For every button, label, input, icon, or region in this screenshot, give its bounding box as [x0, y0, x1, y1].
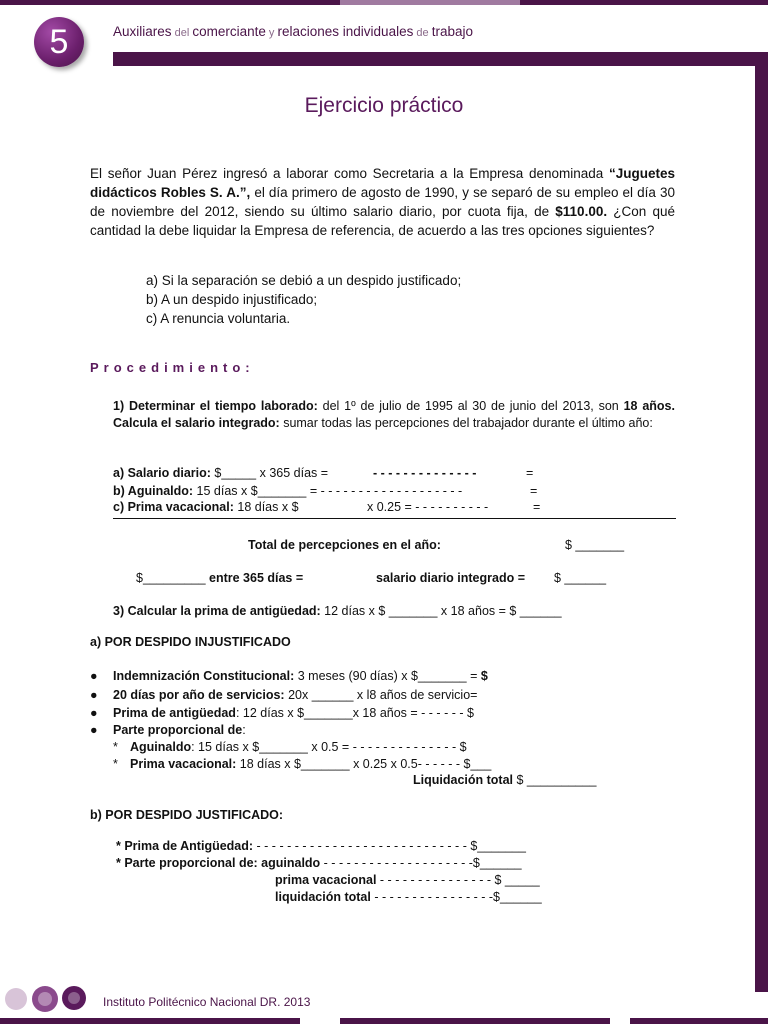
calc-c-text: 18 días x $	[233, 500, 299, 514]
integrated-mid: entre 365 días =	[205, 571, 304, 585]
section-b-heading: b) POR DESPIDO JUSTIFICADO:	[90, 808, 284, 822]
header-word: comerciante	[192, 24, 266, 39]
step-1-years: 18 años.	[623, 399, 675, 413]
calc-b-label: b) Aguinaldo:	[113, 484, 194, 498]
header-word: Auxiliares	[113, 24, 172, 39]
step-1	[113, 398, 675, 432]
row-label: prima vacacional	[275, 873, 377, 887]
subitem-label: Aguinaldo	[130, 740, 192, 754]
logo-circle	[68, 992, 80, 1004]
section-a-item: ● Parte proporcional de:	[90, 723, 246, 737]
calc-row-a	[113, 466, 328, 480]
calc-c-eq: =	[533, 500, 541, 514]
step-1-label: 1) Determinar el tiempo laborado:	[113, 399, 318, 413]
footer-bar-gap	[610, 1018, 630, 1024]
row-text: - - - - - - - - - - - - - - - -$______	[370, 890, 542, 904]
row-text: - - - - - - - - - - - - - - - - - - - -$______	[320, 856, 522, 870]
liquidation-label: Liquidación total	[413, 773, 513, 787]
subitem-text: 18 días x $_______ x 0.25 x 0.5- - - - - - $___	[236, 757, 492, 771]
footer-bar-gap	[300, 1018, 340, 1024]
intro-text: El señor Juan Pérez ingresó a laborar como Secretaria a la Empresa denominada	[90, 166, 609, 181]
footer-bar	[0, 1018, 768, 1024]
option-item: c) A renuncia voluntaria.	[146, 311, 291, 326]
option-item: a) Si la separación se debió a un despido justificado;	[146, 273, 462, 288]
section-b-row	[275, 873, 540, 887]
step-1-text2: sumar todas las percepciones del trabajador durante el último año:	[279, 416, 653, 430]
item-label: 20 días por año de servicios:	[113, 688, 285, 702]
item-text: 20x ______ x l8 años de servicio=	[284, 688, 478, 702]
integrated-label: salario diario integrado =	[376, 571, 525, 585]
step-3	[113, 604, 562, 618]
total-label: Total de percepciones en el año:	[248, 538, 441, 552]
step-1-text: del 1º de julio de 1995 al 30 de junio del 2013, son	[317, 399, 624, 413]
liquidation-total	[413, 773, 596, 787]
calc-a-eq: =	[526, 466, 534, 480]
row-text: - - - - - - - - - - - - - - - - - - - - - - - - - - - - $_______	[253, 839, 526, 853]
intro-text: el día primero de agosto de 1990, y se separó de su empleo el día 30 de noviembre del 2012, siendo su último salario diario, por cuota fija, de	[90, 185, 675, 219]
integrated-value: $ ______	[554, 571, 607, 585]
step-1-label2: Calcula el salario integrado:	[113, 416, 280, 430]
liquidation-value: $ __________	[513, 773, 597, 787]
logo-circle	[38, 992, 52, 1006]
calc-c-label: c) Prima vacacional:	[113, 500, 234, 514]
calc-b-text: 15 días x $_______ = - - - - - - - - - - - - - - - - - - -	[193, 484, 463, 498]
option-item: b) A un despido injustificado;	[146, 292, 318, 307]
options-list	[146, 271, 461, 328]
section-b-row	[275, 890, 542, 904]
calc-a-text: $_____ x 365 días =	[210, 466, 329, 480]
header-word: relaciones individuales	[277, 24, 414, 39]
header-word: del	[171, 27, 193, 39]
integrated-left: $_________	[136, 571, 206, 585]
subitem-label: Prima vacacional:	[130, 757, 237, 771]
section-a-subitem: * Prima vacacional: 18 días x $_______ x 0.25 x 0.5- - - - - - $___	[113, 757, 492, 771]
section-a-heading: a) POR DESPIDO INJUSTIFICADO	[90, 635, 291, 649]
company-name: “Juguetes didácticos Robles S. A.”,	[90, 166, 675, 200]
section-a-subitem: * Aguinaldo: 15 días x $_______ x 0.5 = - - - - - - - - - - - - - - $	[113, 740, 467, 754]
total-value: $ _______	[565, 538, 625, 552]
institution-logo	[0, 984, 100, 1014]
row-label: * Prima de Antigüedad:	[116, 839, 254, 853]
calc-a-dashes: - - - - - - - - - - - - - -	[373, 466, 477, 480]
item-label: Parte proporcional de	[113, 723, 243, 737]
intro-text: ¿Con qué cantidad la debe liquidar la Empresa de referencia, de acuerdo a las tres opciones siguientes?	[90, 204, 675, 238]
calc-row-c	[113, 500, 299, 514]
step-3-label: 3) Calcular la prima de antigüedad:	[113, 604, 321, 618]
procedimiento-heading: Procedimiento:	[90, 360, 255, 375]
intro-paragraph	[90, 164, 675, 240]
section-a-item: ● 20 días por año de servicios: 20x ______ x l8 años de servicio=	[90, 688, 478, 702]
calc-a-label: a) Salario diario:	[113, 466, 211, 480]
item-text: :	[242, 723, 246, 737]
section-a-item: ● Prima de antigüedad: 12 días x $_______x 18 años = - - - - - - $	[90, 706, 474, 720]
salary-amount: $110.00.	[555, 204, 608, 219]
section-a-item: ● Indemnización Constitucional: 3 meses (90 días) x $_______ = $	[90, 669, 488, 683]
footer-institution: Instituto Politécnico Nacional DR. 2013	[103, 995, 311, 1009]
row-text: - - - - - - - - - - - - - - - $ _____	[376, 873, 540, 887]
section-b-row	[116, 839, 526, 853]
item-label: Prima de antigüedad	[113, 706, 236, 720]
calc-c-text2: x 0.25 = - - - - - - - - - -	[367, 500, 489, 514]
item-text: : 12 días x $_______x 18 años = - - - - - - $	[235, 706, 474, 720]
header-word: y	[265, 27, 278, 39]
separator-line	[113, 518, 676, 519]
item-label: Indemnización Constitucional:	[113, 669, 295, 683]
chapter-badge: 5	[34, 17, 84, 67]
section-b-row	[116, 856, 522, 870]
row-label: * Parte proporcional de: aguinaldo	[116, 856, 321, 870]
header-word: de	[413, 27, 432, 39]
item-text: 3 meses (90 días) x $_______ =	[294, 669, 481, 683]
logo-circle	[5, 988, 27, 1010]
row-label: liquidación total	[275, 890, 371, 904]
item-end: $	[480, 669, 488, 683]
subitem-text: : 15 días x $_______ x 0.5 = - - - - - - - - - - - - - - $	[191, 740, 467, 754]
calc-b-eq: =	[530, 484, 538, 498]
integrated-row	[136, 571, 303, 585]
step-3-text: 12 días x $ _______ x 18 años = $ ______	[320, 604, 562, 618]
calc-row-b	[113, 484, 462, 498]
header-word: trabajo	[431, 24, 473, 39]
page-title: Ejercicio práctico	[304, 94, 464, 117]
